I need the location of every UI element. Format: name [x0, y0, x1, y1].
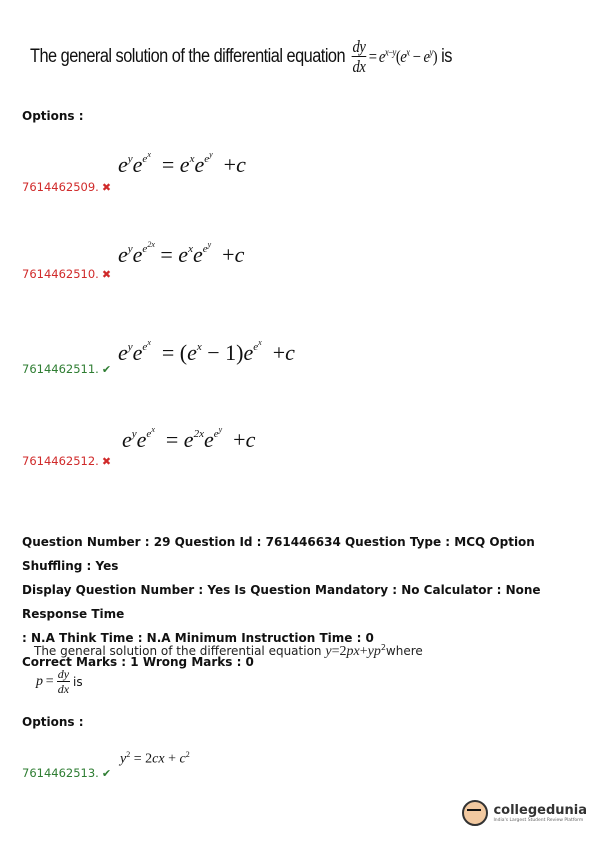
- question-2-p-definition: p = $\frac{dy}{dx}$ is: [36, 667, 83, 696]
- question-1-text: The general solution of the differential equation $\frac{dy}{dx}$ = $e^{x-y}(e^x - e^y)$ is: [30, 37, 452, 76]
- question-2-text-before: The general solution of the differential equation: [34, 644, 322, 658]
- option-1-equation: $e^ye^{e^x} = e^xe^{e^y} +c$: [118, 150, 246, 177]
- option-2-equation: $e^ye^{e^{2x}} = e^xe^{e^y} +c$: [118, 240, 245, 267]
- q2-dy-dx-fraction: [57, 668, 70, 695]
- option-4-equation: $e^ye^{e^x} = e^{2x}e^{e^y} +c$: [122, 425, 256, 452]
- option-2-row[interactable]: [22, 267, 111, 281]
- logo-name: collegedunia: [493, 803, 587, 818]
- logo-avatar-icon: [462, 800, 488, 826]
- cross-icon: ✖: [101, 455, 112, 468]
- option-4-row[interactable]: [22, 454, 111, 468]
- check-icon: ✔: [101, 363, 112, 376]
- q2-fraction-numerator: dy: [57, 667, 70, 681]
- option-1-row[interactable]: [22, 180, 111, 194]
- cross-icon: ✖: [101, 268, 112, 281]
- question-2-text: The general solution of the differential equation $y=2px+yp^2where$: [34, 643, 423, 659]
- fraction-denominator: dx: [352, 57, 366, 76]
- question-1-text-after: is: [441, 45, 452, 67]
- meta-line-1: Question Number : 29 Question Id : 761446634 Question Type : MCQ Option Shuffling : Yes: [22, 535, 535, 573]
- option-5-id: 7614462513.: [22, 766, 99, 780]
- dy-dx-fraction: [352, 38, 366, 75]
- collegedunia-logo: [462, 800, 587, 826]
- option-2-id: 7614462510.: [22, 267, 99, 281]
- q2-fraction-denominator: dx: [57, 682, 70, 696]
- option-5-row[interactable]: [22, 766, 111, 780]
- logo-tagline: India's Largest Student Review Platform: [493, 818, 584, 823]
- option-1-id: 7614462509.: [22, 180, 99, 194]
- meta-line-4: Correct Marks : 1 Wrong Marks : 0: [22, 655, 254, 669]
- option-3-row[interactable]: [22, 362, 111, 376]
- cross-icon: ✖: [101, 181, 112, 194]
- meta-line-3: : N.A Think Time : N.A Minimum Instruction Time : 0: [22, 631, 374, 645]
- fraction-numerator: dy: [352, 37, 366, 56]
- question-2-p-is: is: [73, 674, 83, 689]
- question-1-text-before: The general solution of the differential equation: [30, 45, 346, 67]
- question-2-options-label: Options :: [22, 715, 84, 729]
- option-3-equation: $e^ye^{e^x} = (e^x - 1)e^{e^x} +c$: [118, 338, 295, 365]
- option-5-equation: $y^2 = 2cx + c^2$: [120, 750, 190, 767]
- check-icon: ✔: [101, 767, 112, 780]
- option-3-id: 7614462511.: [22, 362, 99, 376]
- options-label: Options :: [22, 109, 84, 123]
- meta-line-2: Display Question Number : Yes Is Question Mandatory : No Calculator : None Response Time: [22, 583, 541, 621]
- option-4-id: 7614462512.: [22, 454, 99, 468]
- question-2-text-where: where: [385, 644, 423, 658]
